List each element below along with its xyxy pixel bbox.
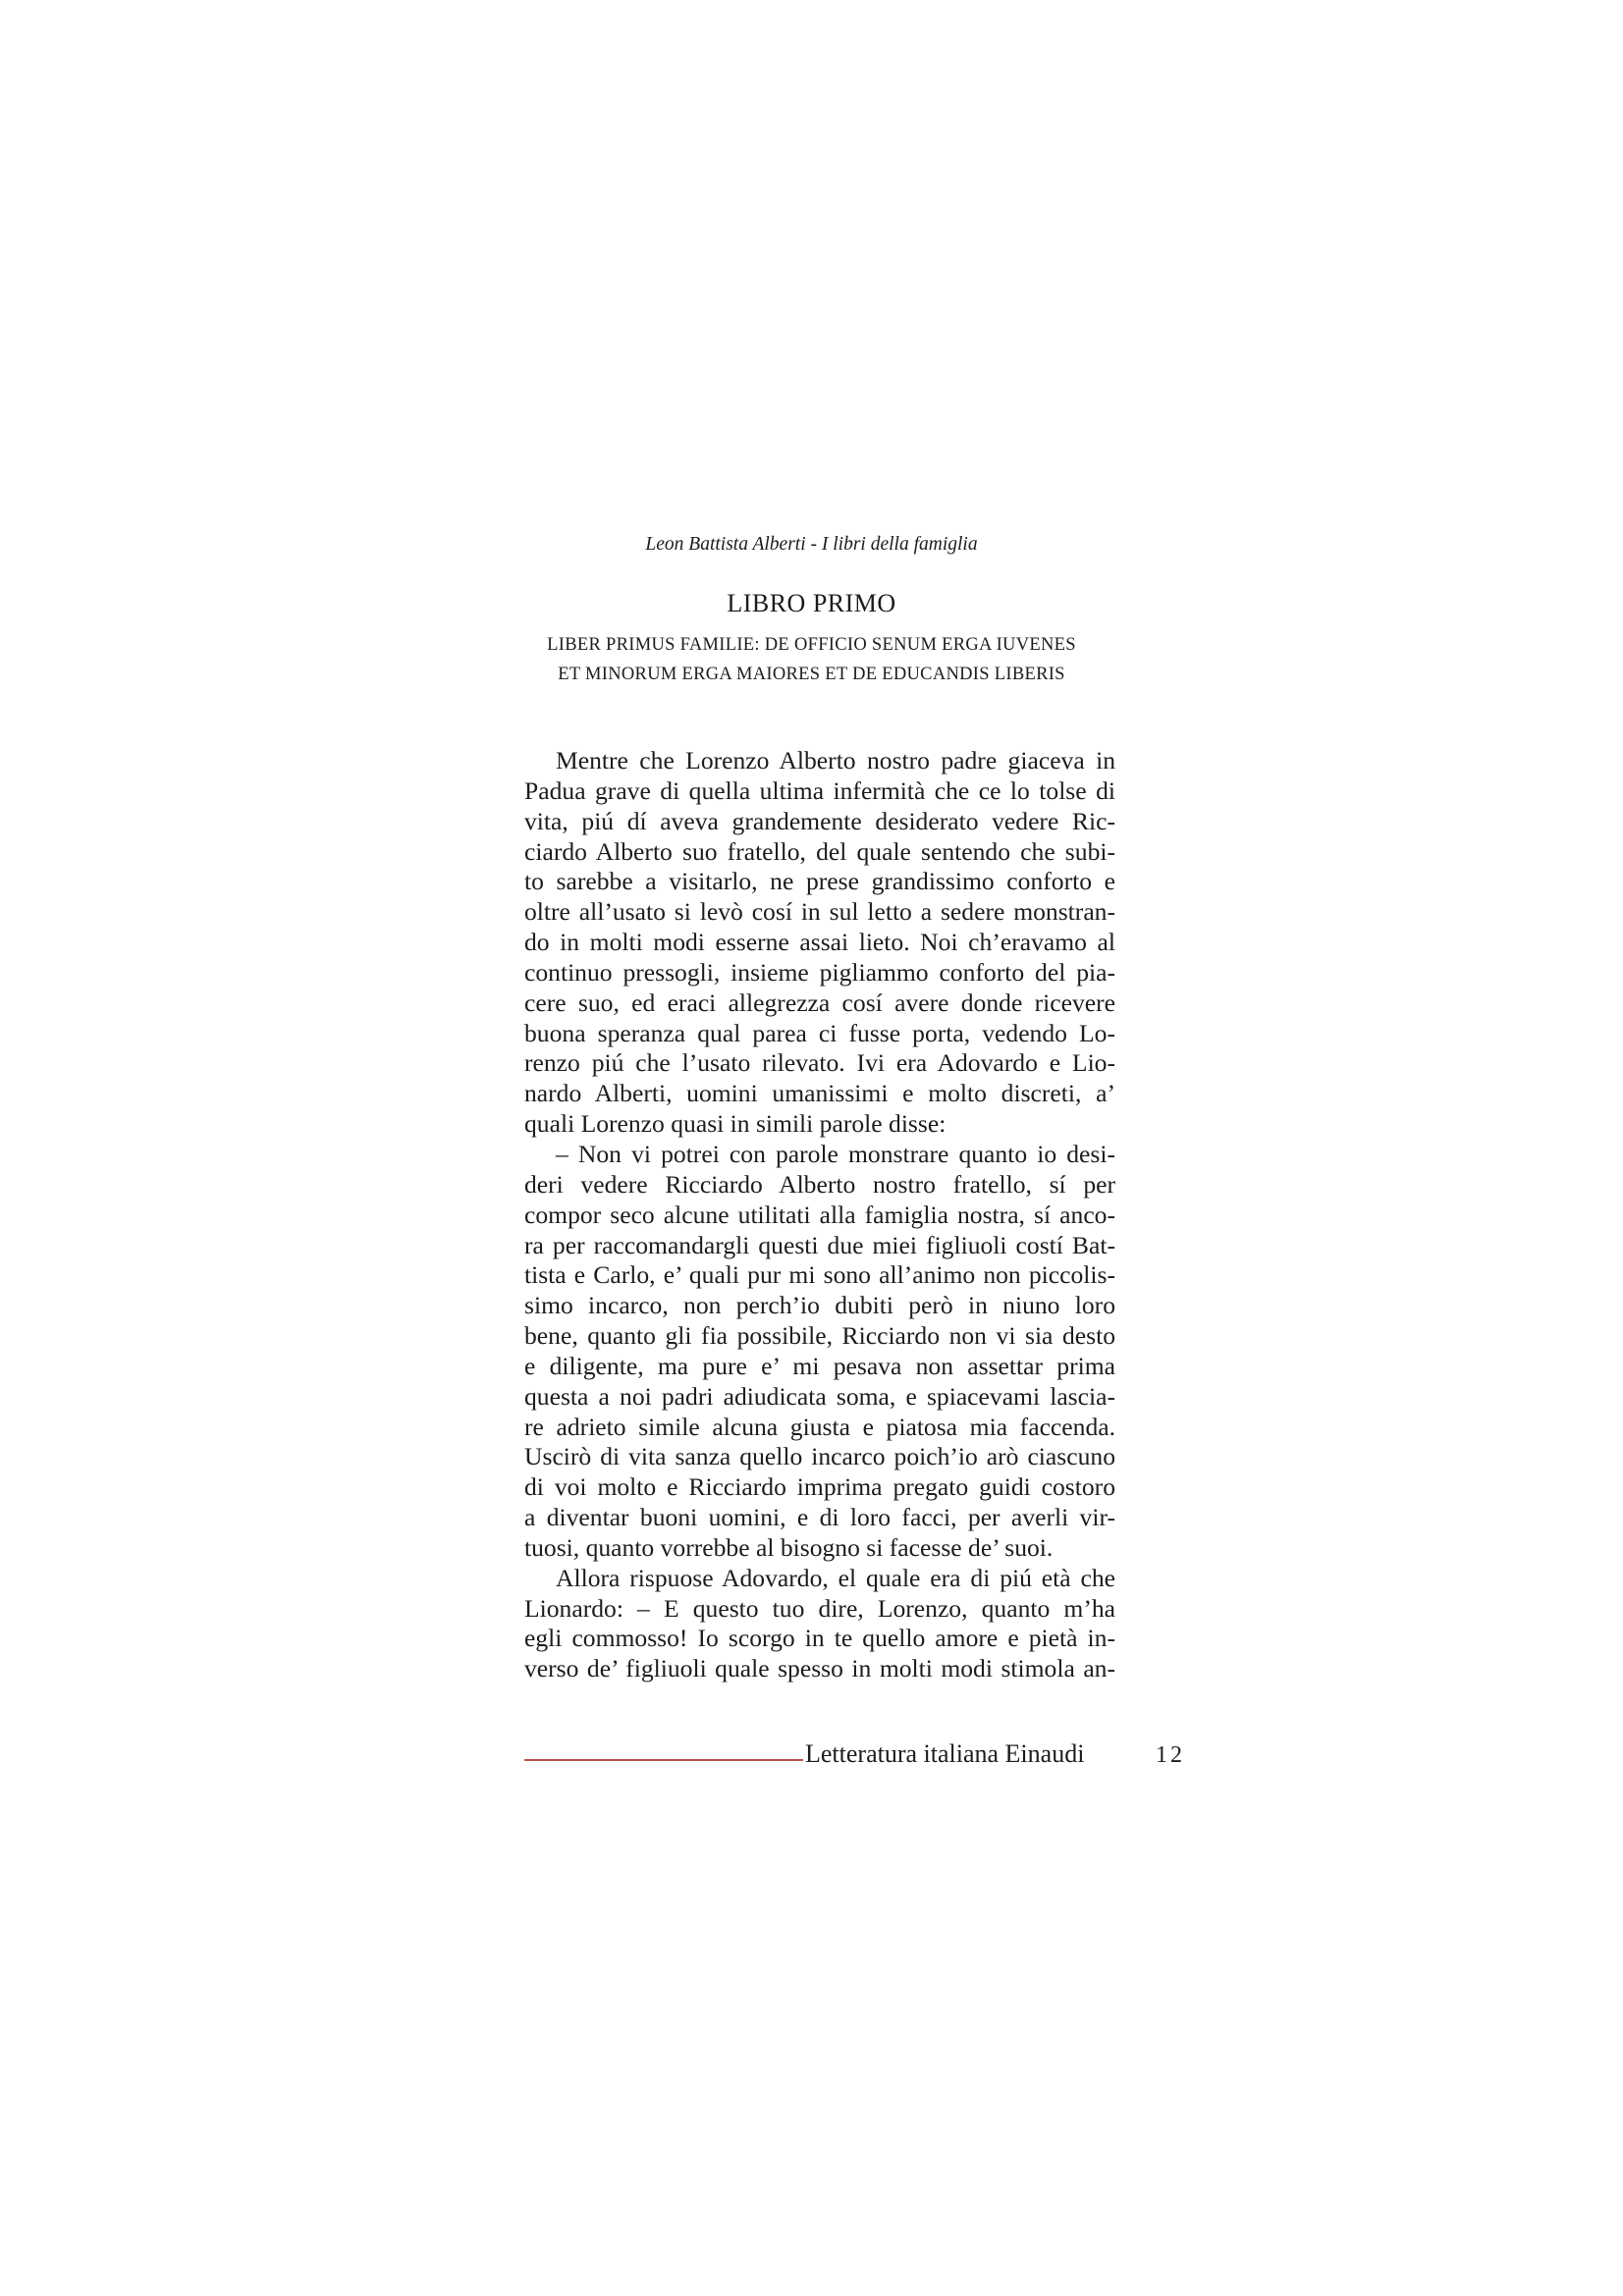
text-line: deri vedere Ricciardo Alberto nostro fratello, sí per xyxy=(524,1169,1115,1199)
text-line: do in molti modi esserne assai lieto. Noi ch’eravamo al xyxy=(524,928,1115,957)
text-line: compor seco alcune utilitati alla famiglia nostra, sí anco- xyxy=(524,1200,1115,1229)
text-line: vita, piú dí aveva grandemente desiderato vedere Ric- xyxy=(524,806,1115,835)
text-line: Padua grave di quella ultima infermità che ce lo tolse di xyxy=(524,775,1115,805)
text-line: tuosi, quanto vorrebbe al bisogno si facesse de’ suoi. xyxy=(524,1532,1054,1562)
chapter-subtitle xyxy=(0,630,1623,689)
text-line: Mentre che Lorenzo Alberto nostro padre giaceva in xyxy=(556,746,1115,774)
text-line: quali Lorenzo quasi in simili parole disse: xyxy=(524,1109,947,1139)
chapter-title: LIBRO PRIMO xyxy=(727,589,896,617)
text-line: Allora rispuose Adovardo, el quale era di piú età che xyxy=(556,1563,1115,1592)
text-line: verso de’ figliuoli quale spesso in molti modi stimola an- xyxy=(524,1654,1115,1683)
text-line: tista e Carlo, e’ quali pur mi sono all’animo non piccolis- xyxy=(524,1260,1115,1290)
footer-publisher-label: Letteratura italiana Einaudi xyxy=(805,1739,1085,1768)
text-line: re adrieto simile alcuna giusta e piatosa mia faccenda. xyxy=(524,1412,1115,1441)
text-line: a diventar buoni uomini, e di loro facci, per averli vir- xyxy=(524,1503,1115,1532)
text-line: continuo pressogli, insieme pigliammo conforto del pia- xyxy=(524,957,1115,987)
body-text xyxy=(524,746,1115,1684)
footer-rule xyxy=(524,1759,803,1761)
text-line: Lionardo: – E questo tuo dire, Lorenzo, quanto m’ha xyxy=(524,1593,1115,1623)
text-line: ciardo Alberto suo fratello, del quale sentendo che subi- xyxy=(524,836,1115,866)
text-line: di voi molto e Ricciardo imprima pregato guidi costoro xyxy=(524,1472,1115,1502)
running-head: Leon Battista Alberti - I libri della famiglia xyxy=(645,534,978,555)
chapter-subtitle-line-2: ET MINORUM ERGA MAIORES ET DE EDUCANDIS LIBERIS xyxy=(558,665,1065,684)
text-line: buona speranza qual parea ci fusse porta, vedendo Lo- xyxy=(524,1018,1115,1047)
text-line: to sarebbe a visitarlo, ne prese grandissimo conforto e xyxy=(524,867,1115,896)
page-footer xyxy=(524,1739,1212,1779)
text-line: nardo Alberti, uomini umanissimi e molto discreti, a’ xyxy=(524,1079,1115,1108)
text-line: ra per raccomandargli questi due miei figliuoli costí Bat- xyxy=(524,1230,1115,1259)
text-line: renzo piú che l’usato rilevato. Ivi era Adovardo e Lio- xyxy=(524,1048,1115,1078)
text-line: – Non vi potrei con parole monstrare quanto io desi- xyxy=(556,1139,1115,1168)
text-line: cere suo, ed eraci allegrezza cosí avere donde ricevere xyxy=(524,988,1115,1017)
text-line: simo incarco, non perch’io dubiti però in niuno loro xyxy=(524,1291,1115,1320)
text-line: questa a noi padri adiudicata soma, e spiacevami lascia- xyxy=(524,1381,1115,1411)
text-line: bene, quanto gli fia possibile, Ricciardo non vi sia desto xyxy=(524,1321,1115,1351)
text-line: egli commosso! Io scorgo in te quello amore e pietà in- xyxy=(524,1624,1115,1653)
chapter-subtitle-line-1: LIBER PRIMUS FAMILIE: DE OFFICIO SENUM ERGA IUVENES xyxy=(547,635,1076,655)
text-line: e diligente, ma pure e’ mi pesava non assettar prima xyxy=(524,1351,1115,1380)
text-line: Uscirò di vita sanza quello incarco poich’io arò ciascuno xyxy=(524,1442,1115,1471)
page-number: 12 xyxy=(1156,1742,1185,1768)
text-line: oltre all’usato si levò cosí in sul letto a sedere monstran- xyxy=(524,897,1115,927)
